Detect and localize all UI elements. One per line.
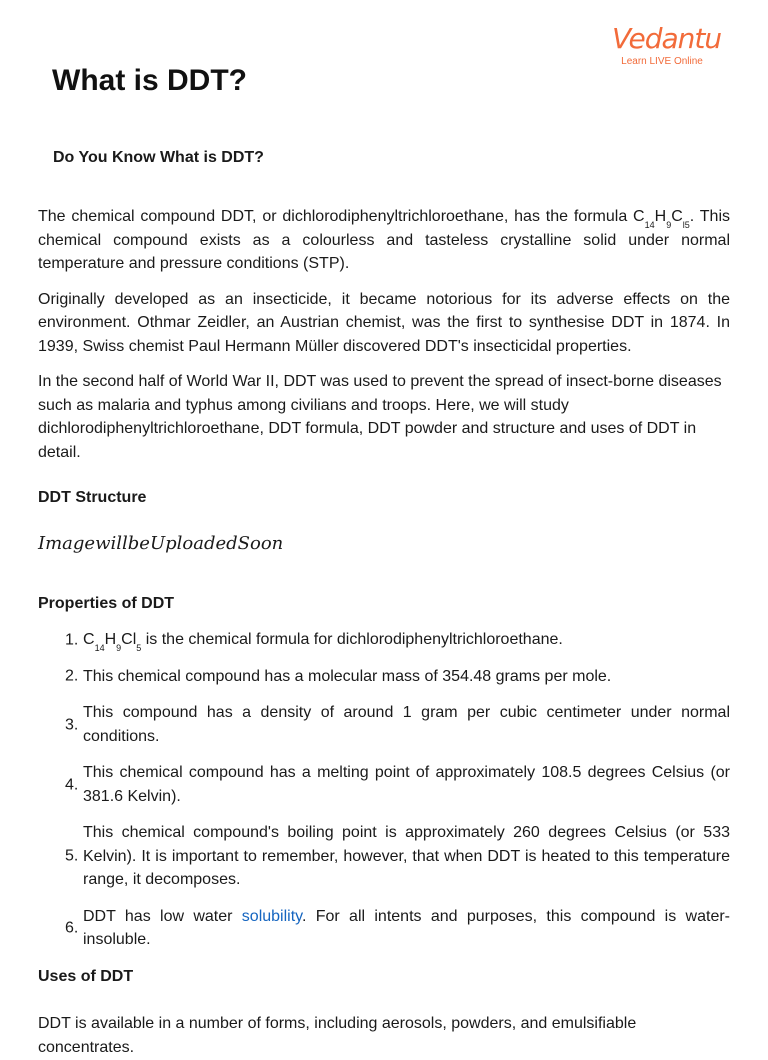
intro-paragraph-1: The chemical compound DDT, or dichlorodiphenyltrichloroethane, has the formula $C_{14}H_9C_{l5}$. This chemical compound exists as a colourless and tasteless crystalline solid under normal temperature and pressure conditions (STP). [38,208,731,272]
article-content [38,146,730,989]
list-item: 5. This chemical compound's boiling point is approximately 260 degrees Celsius (or 533 Kelvin). It is important to remember, however, that when DDT is heated to this temperature range, it decomposes. [65,824,730,888]
list-item: 6. DDT has low water solubility. For all intents and purposes, this compound is water-insoluble. [65,907,730,948]
list-item: 3. This compound has a density of around 1 gram per cubic centimeter under normal conditions. [65,704,730,745]
structure-heading: DDT Structure [38,489,147,506]
structure-image-placeholder: ImagewillbeUploadedSoon [38,533,284,554]
intro-paragraph-3: In the second half of World War II, DDT was used to prevent the spread of insect-borne diseases such as malaria and typhus among civilians and troops. Here, we will study dichlorodiphenyltrichloroethane, DDT formula, DDT powder and structure and uses of DDT in detail. [38,373,722,461]
article-subtitle: Do You Know What is DDT? [53,149,264,166]
intro-paragraph-2: Originally developed as an insecticide, it became notorious for its adverse effects on the environment. Othmar Zeidler, an Austrian chemist, was the first to synthesise DDT in 1874. In 1939, Swiss chemist Paul Hermann Müller discovered DDT's insecticidal properties. [38,290,730,355]
list-item: 4. This chemical compound has a melting point of approximately 108.5 degrees Celsius (or 381.6 Kelvin). [65,764,730,805]
list-item: 1. $C_{14}H_9Cl_5$ is the chemical formula for dichlorodiphenyltrichloroethane. [65,631,563,653]
page-title-cut: What is DDT? [52,64,247,97]
properties-list [38,628,730,952]
uses-heading: Uses of DDT [38,967,134,985]
logo-wordmark: Vedantu [612,22,722,55]
properties-heading: Properties of DDT [38,595,175,612]
solubility-link[interactable]: solubility [241,907,302,925]
list-item: 2. This chemical compound has a molecular mass of 354.48 grams per mole. [65,667,612,685]
vedantu-logo[interactable] [612,22,722,68]
uses-paragraph-cut: DDT is available in a number of forms, including aerosols, powders, and emulsifiable concentrates. [38,1015,637,1056]
logo-tagline: Learn LIVE Online [621,56,703,67]
